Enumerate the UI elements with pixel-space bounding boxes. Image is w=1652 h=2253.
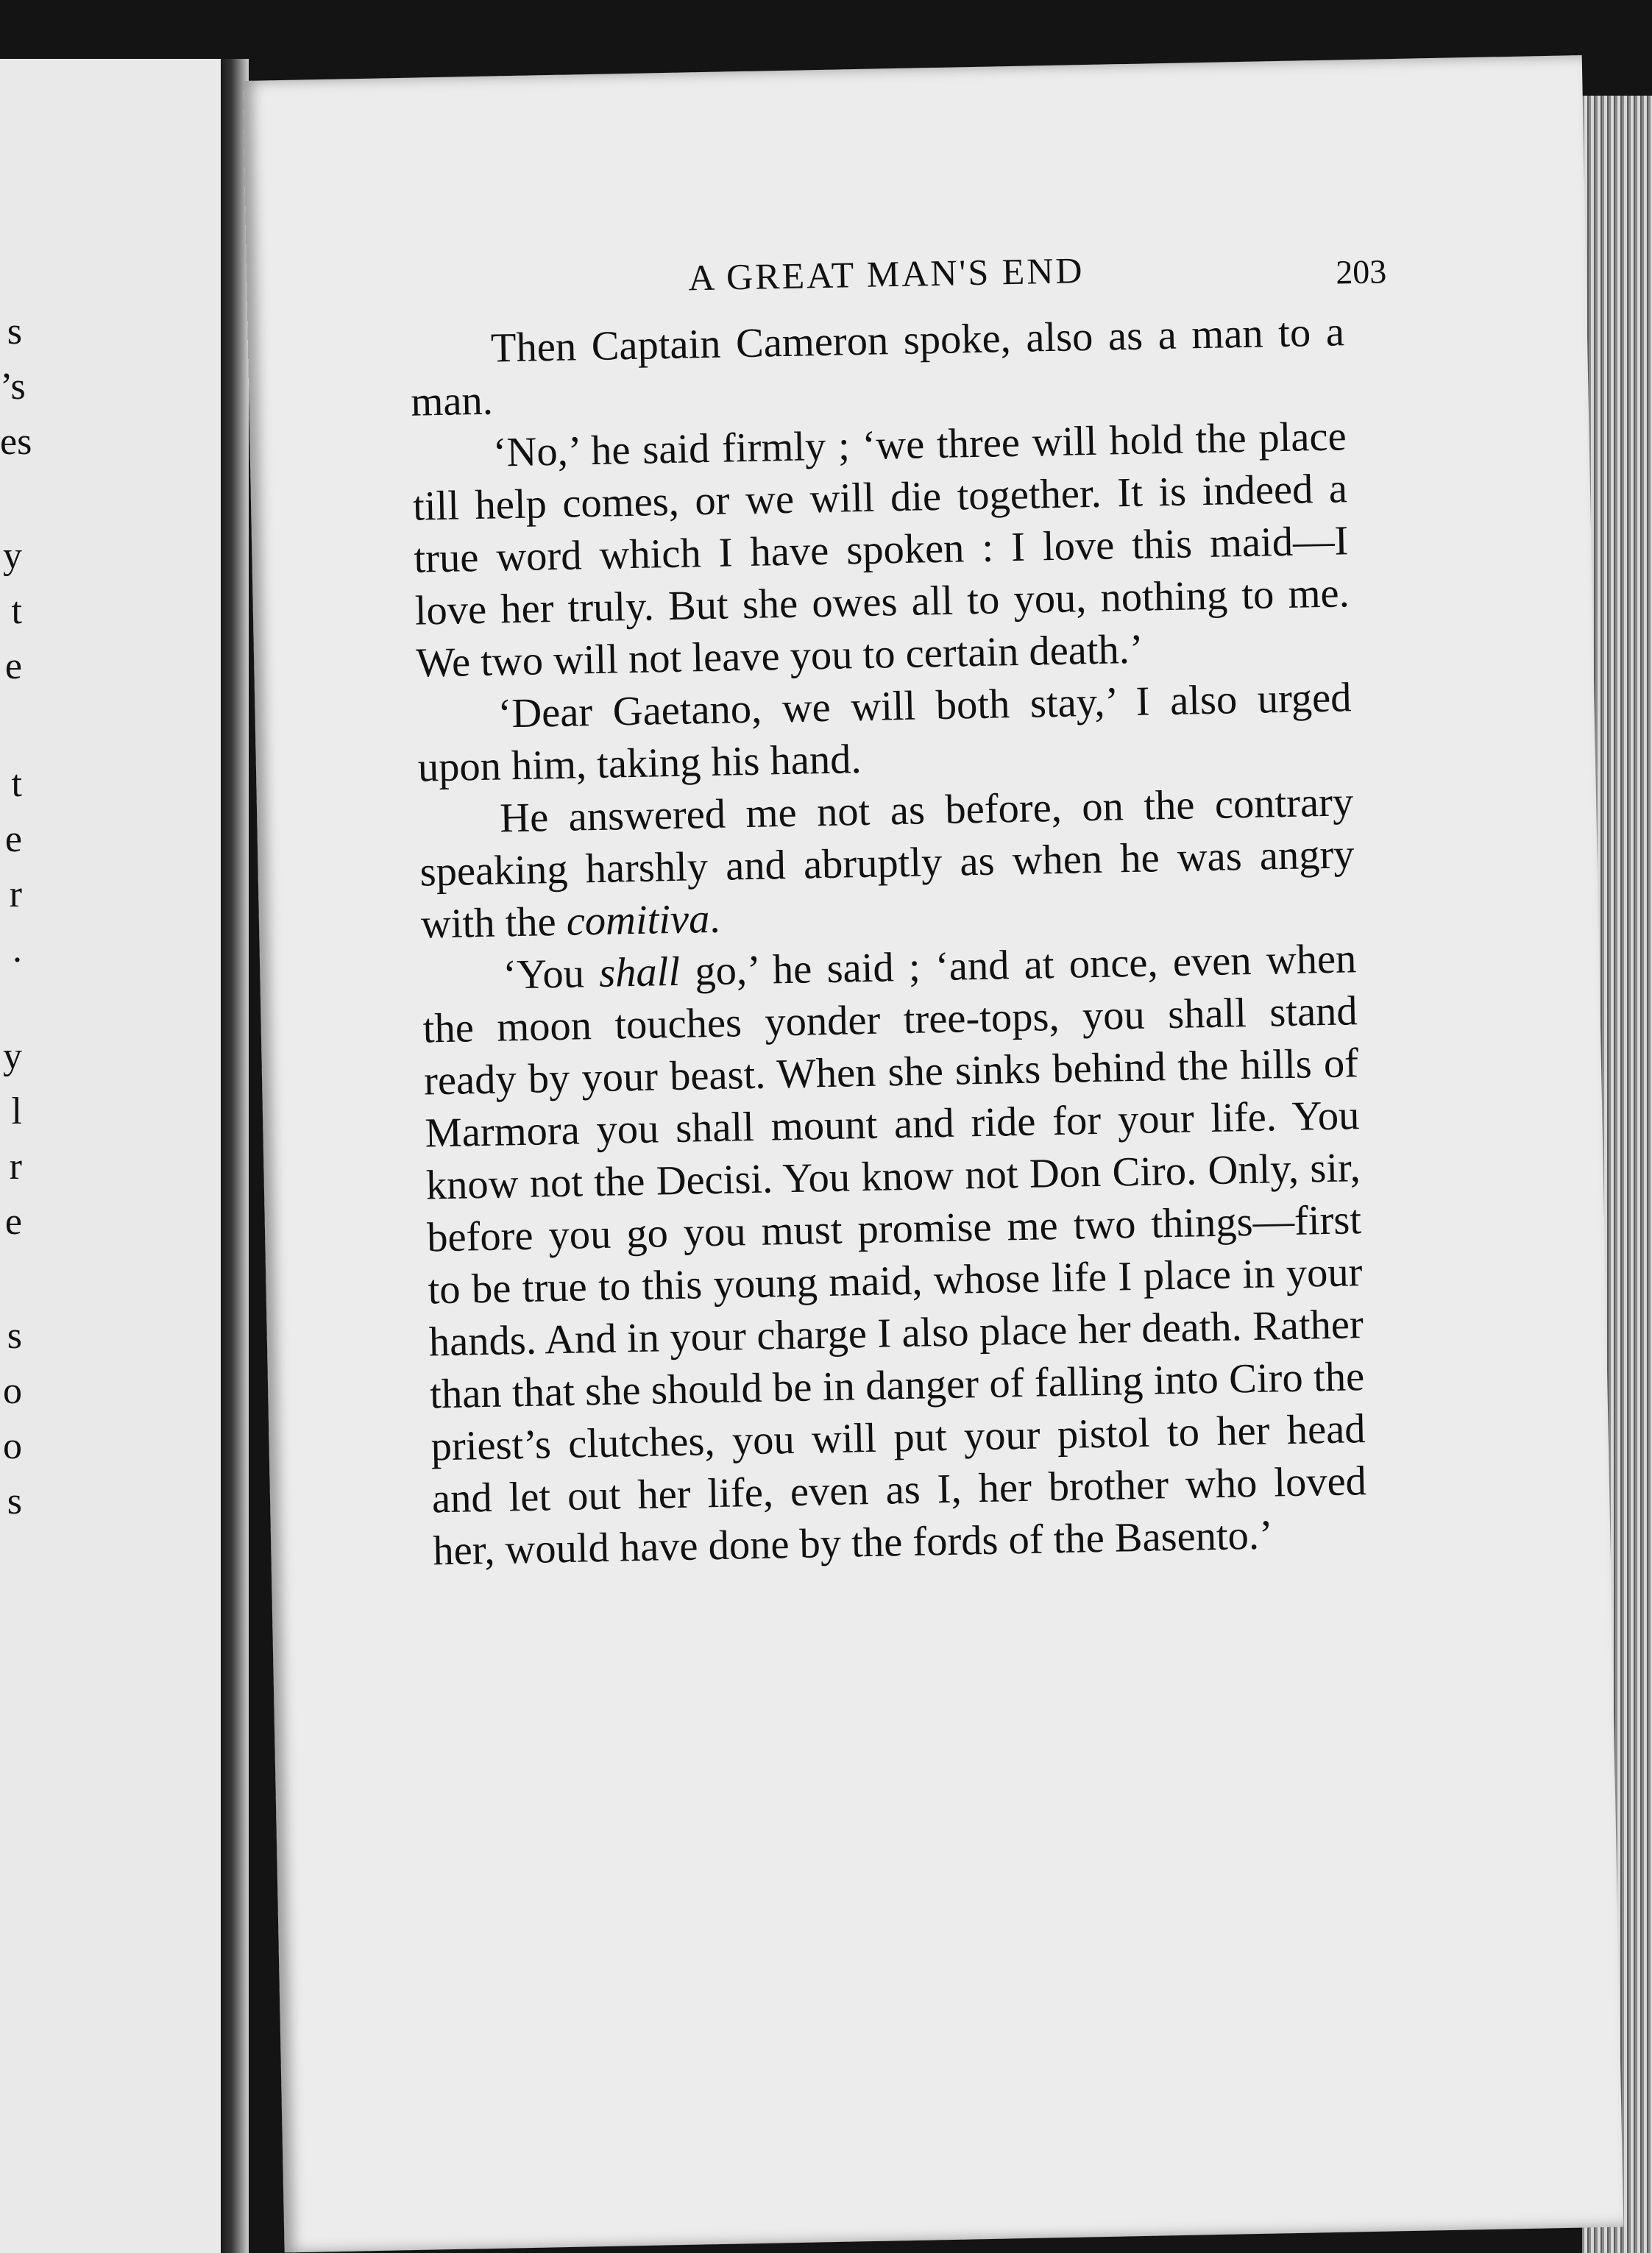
page-number: 203 xyxy=(1335,252,1387,291)
left-page-fragment: y xyxy=(3,1035,22,1077)
body-text xyxy=(409,306,1367,1578)
left-page-fragment: o xyxy=(3,1370,22,1412)
paragraph: Then Captain Cameron spoke, also as a man to a man. xyxy=(410,309,1345,425)
left-page-fragment: o xyxy=(3,1425,22,1467)
italic-word: shall xyxy=(598,948,681,996)
paragraph-text: go,’ he said ; ‘and at once, even when the moon touches yonder tree-tops, you shall stand ready by your beast. When she sinks behind the hills of Marmora you shall mount and ride for your life. You know not the Decisi. You know not Don Ciro. Only, sir, before you go you must promise me two things—first to be true to this young maid, whose life I place in your hands. And in your charge I also place her death. Rather than that she should be in danger of falling into Ciro the priest’s clutches, you will put your pistol to her head and let out her life, even as I, her brother who loved her, would have done by the fords of the Basento.’ xyxy=(422,936,1367,1575)
left-page-fragment: es xyxy=(0,421,32,463)
left-page-fragment: s xyxy=(7,1480,22,1522)
left-page-fragment: ’s xyxy=(0,366,26,408)
left-page-fragment: s xyxy=(7,311,22,352)
left-page-fragment: r xyxy=(9,1146,22,1188)
left-page-fragment: t xyxy=(11,763,22,805)
paragraph-text: ‘You xyxy=(502,950,600,998)
italic-word: comitiva xyxy=(566,896,710,945)
book-gutter xyxy=(221,59,249,2253)
paragraph: ‘Dear Gaetano, we will both stay,’ I also urged upon him, taking his hand. xyxy=(417,675,1352,791)
paragraph xyxy=(419,776,1356,951)
left-page-fragment: e xyxy=(4,818,22,860)
previous-page-margin xyxy=(0,59,225,2253)
running-head xyxy=(247,239,1586,299)
paragraph: ‘No,’ he said firmly ; ‘we three will hold the place till help comes, or we will die together. It is indeed a true word which I have spoken : I love this maid—I love her truly. But she owes all to you, nothing to me. We two will not leave you to certain death.’ xyxy=(412,414,1350,686)
left-page-fragment: e xyxy=(4,1201,22,1243)
left-page-fragment: y xyxy=(3,535,22,577)
paragraph xyxy=(422,933,1368,1578)
left-page-fragment: e xyxy=(4,645,22,687)
book-page xyxy=(243,55,1623,2252)
left-page-fragment: t xyxy=(11,590,22,632)
left-page-fragment: r xyxy=(9,873,22,915)
paragraph-text: . xyxy=(709,895,720,943)
left-page-fragment: l xyxy=(11,1090,22,1132)
chapter-title: A GREAT MAN'S END xyxy=(687,249,1085,299)
paragraph-text: He answered me not as before, on the contrary speaking harshly and abruptly as when he was angry with the xyxy=(419,779,1355,948)
left-page-fragment: s xyxy=(7,1315,22,1357)
left-page-fragment: . xyxy=(13,929,22,971)
